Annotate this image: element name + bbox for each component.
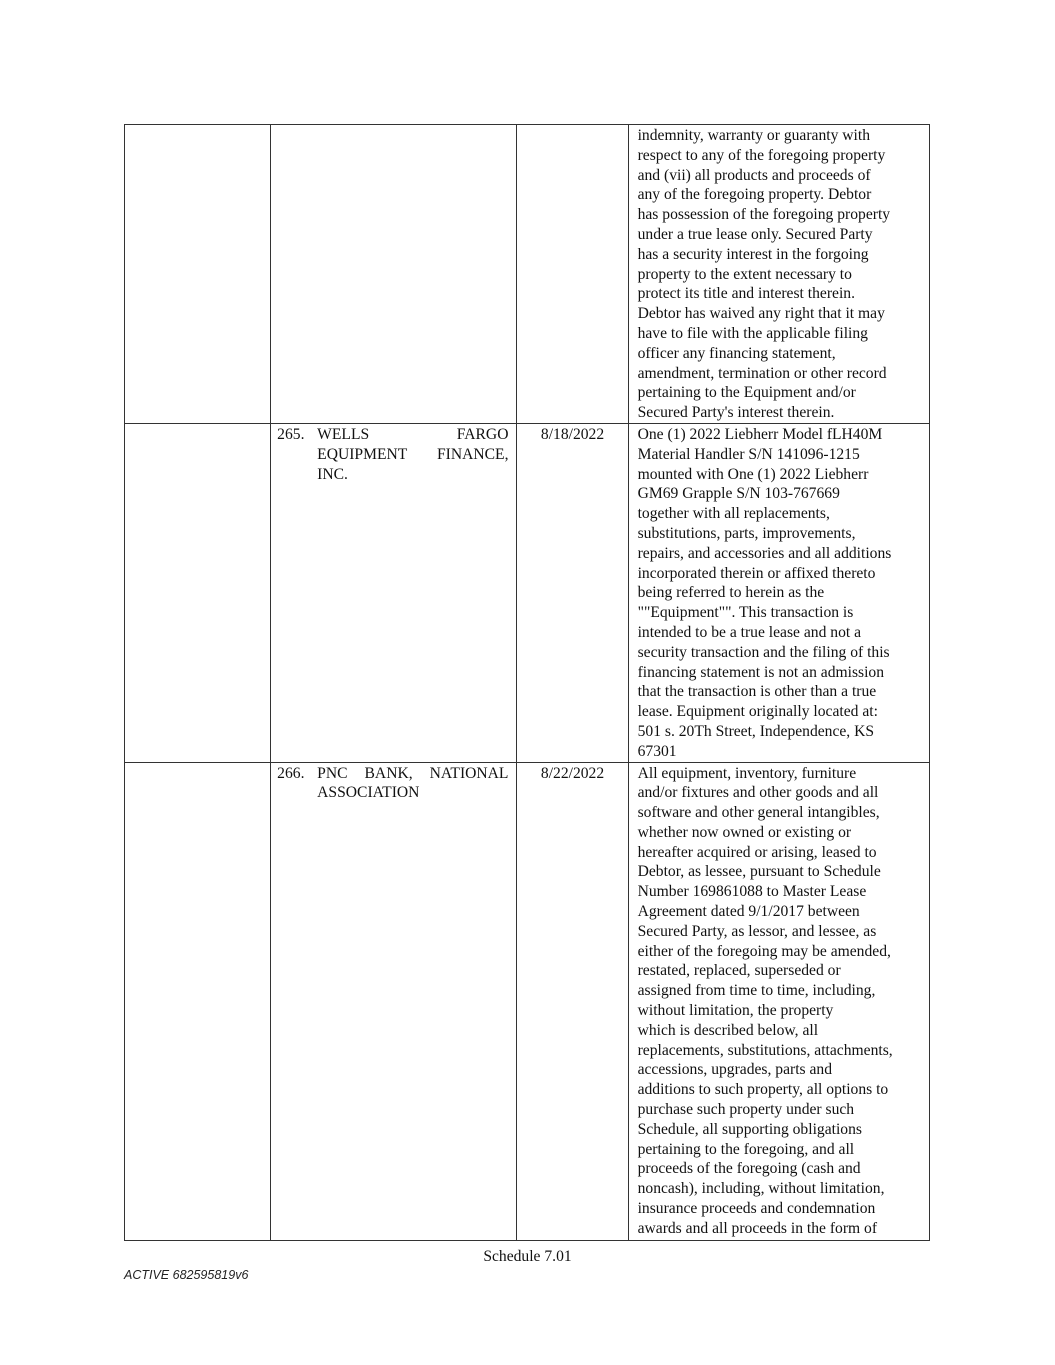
table-body <box>125 125 930 1241</box>
description-line: replacements, substitutions, attachments, <box>637 1041 893 1059</box>
description-line: purchase such property under such <box>637 1101 855 1119</box>
secured-party-cell <box>271 423 517 762</box>
description-line: has a security interest in the forgoing <box>637 245 869 263</box>
description-line: Material Handler S/N 141096-1215 <box>637 445 860 463</box>
description-line: ""Equipment"". This transaction is <box>637 604 854 622</box>
filing-date: 8/18/2022 <box>517 423 628 762</box>
description-line: additions to such property, all options to <box>637 1081 889 1099</box>
page-footer-schedule: Schedule 7.01 <box>483 1248 572 1265</box>
description-line: and/or fixtures and other goods and all <box>637 784 879 802</box>
secured-party-name: WELLS FARGO EQUIPMENT FINANCE, INC. <box>317 425 509 483</box>
description-line: assigned from time to time, including, <box>637 982 876 1000</box>
blank-cell <box>125 762 271 1240</box>
secured-party-name: PNC BANK, NATIONAL ASSOCIATION <box>317 764 509 802</box>
description-line: Debtor has waived any right that it may <box>637 305 885 323</box>
description-line: being referred to herein as the <box>637 584 825 602</box>
description-line: intended to be a true lease and not a <box>637 623 862 641</box>
description-line: and (vii) all products and proceeds of <box>637 166 871 184</box>
description-line: All equipment, inventory, furniture <box>637 764 857 782</box>
description-line: which is described below, all <box>637 1021 819 1039</box>
description-line: amendment, termination or other record <box>637 364 887 382</box>
description-line: any of the foregoing property. Debtor <box>637 186 872 204</box>
description-line: has possession of the foregoing property <box>637 206 891 224</box>
description-line: respect to any of the foregoing property <box>637 146 886 164</box>
description-line: have to file with the applicable filing <box>637 324 868 342</box>
description-line: noncash), including, without limitation, <box>637 1180 885 1198</box>
blank-cell <box>125 423 271 762</box>
description-line: accessions, upgrades, parts and <box>637 1061 833 1079</box>
table-row <box>125 762 930 1240</box>
description-line: protect its title and interest therein. <box>637 285 855 303</box>
description-line: 501 s. 20Th Street, Independence, KS <box>637 722 875 740</box>
collateral-description <box>628 423 929 762</box>
document-id: ACTIVE 682595819v6 <box>124 1268 249 1282</box>
secured-party <box>271 424 516 484</box>
description-line: GM69 Grapple S/N 103-767669 <box>637 485 840 503</box>
description-line: 67301 <box>637 742 677 760</box>
schedule-table <box>124 124 930 1241</box>
description-line: pertaining to the Equipment and/or <box>637 384 856 402</box>
description-line: officer any financing statement, <box>637 344 836 362</box>
description-line: Agreement dated 9/1/2017 between <box>637 903 860 921</box>
description-line: hereafter acquired or arising, leased to <box>637 843 877 861</box>
secured-party-cell <box>271 125 517 424</box>
item-number: 266. <box>277 764 305 782</box>
description-line: whether now owned or existing or <box>637 823 852 841</box>
description-line: Number 169861088 to Master Lease <box>637 883 867 901</box>
secured-party <box>271 125 516 126</box>
description-line: awards and all proceeds in the form of <box>637 1219 878 1237</box>
description-line: without limitation, the property <box>637 1002 834 1020</box>
blank-cell <box>125 125 271 424</box>
description-line: One (1) 2022 Liebherr Model fLH40M <box>637 425 883 443</box>
description-line: insurance proceeds and condemnation <box>637 1200 876 1218</box>
description-line: that the transaction is other than a true <box>637 683 877 701</box>
description-line: proceeds of the foregoing (cash and <box>637 1160 861 1178</box>
description-line: software and other general intangibles, <box>637 804 880 822</box>
description-line: property to the extent necessary to <box>637 265 852 283</box>
description-line: pertaining to the foregoing, and all <box>637 1140 855 1158</box>
collateral-description <box>628 762 929 1240</box>
description-line: security transaction and the filing of this <box>637 643 890 661</box>
description-line: substitutions, parts, improvements, <box>637 524 856 542</box>
description-line: lease. Equipment originally located at: <box>637 703 878 721</box>
description-line: together with all replacements, <box>637 505 830 523</box>
collateral-description <box>628 125 929 424</box>
filing-date <box>517 125 628 424</box>
description-line: financing statement is not an admission <box>637 663 885 681</box>
secured-party <box>271 763 516 804</box>
description-line: Secured Party, as lessor, and lessee, as <box>637 922 877 940</box>
description-line: indemnity, warranty or guaranty with <box>637 127 870 144</box>
description-line: mounted with One (1) 2022 Liebherr <box>637 465 869 483</box>
filing-date: 8/22/2022 <box>517 762 628 1240</box>
description-line: Debtor, as lessee, pursuant to Schedule <box>637 863 881 881</box>
table-row <box>125 125 930 424</box>
secured-party-cell <box>271 762 517 1240</box>
description-line: either of the foregoing may be amended, <box>637 942 891 960</box>
description-line: restated, replaced, superseded or <box>637 962 841 980</box>
description-line: under a true lease only. Secured Party <box>637 225 873 243</box>
description-line: Secured Party's interest therein. <box>637 404 835 422</box>
description-line: Schedule, all supporting obligations <box>637 1120 862 1138</box>
item-number: 265. <box>277 425 305 443</box>
description-line: incorporated therein or affixed thereto <box>637 564 876 582</box>
description-line: repairs, and accessories and all additions <box>637 544 892 562</box>
table-row <box>125 423 930 762</box>
